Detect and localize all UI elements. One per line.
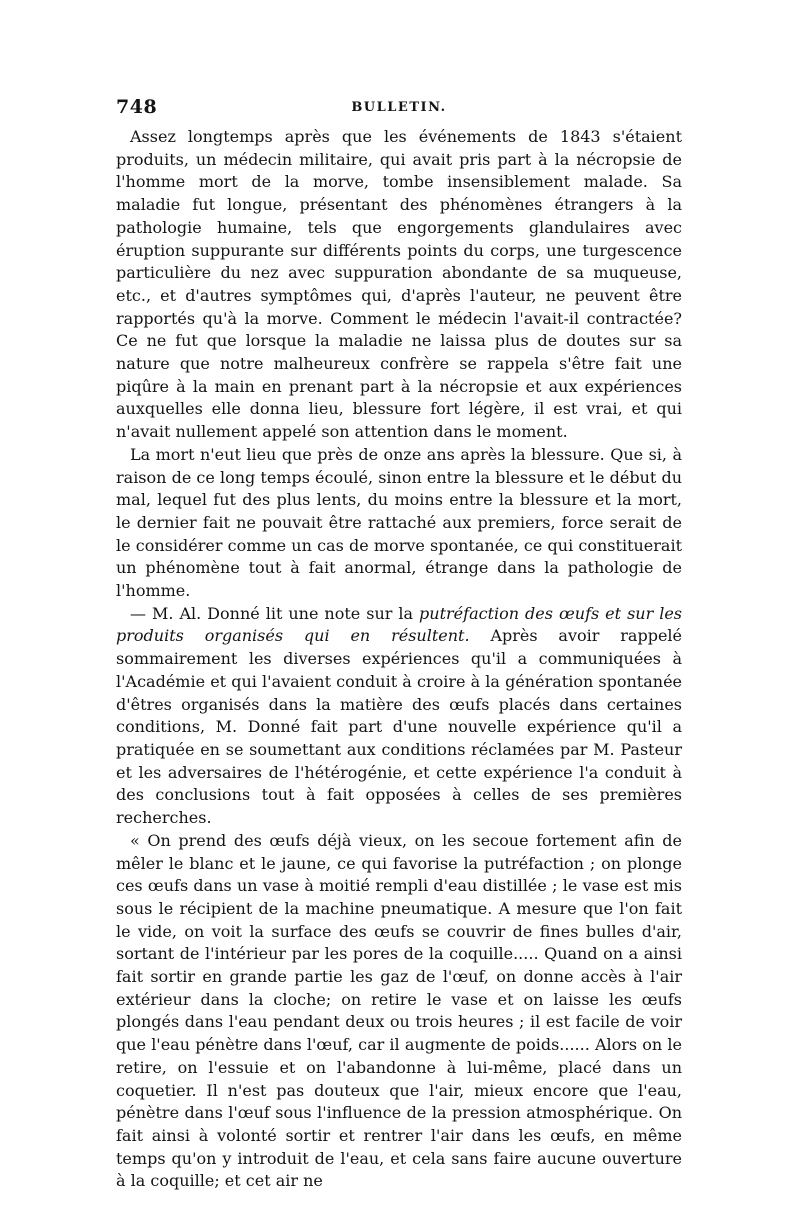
page-header [116,96,682,126]
paragraph: Assez longtemps après que les événements de 1843 s'étaient produits, un médecin militaire, qui avait pris part à la nécropsie de l'homme mort de la morve, tombe insensiblement malade. Sa maladie fut longue, présentant des phénomènes étrangers à la pathologie humaine, tels que engorgements glandulaires avec éruption suppurante sur différents points du corps, une turgescence particulière du nez avec suppuration abondante de sa muqueuse, etc., et d'autres symptômes qui, d'après l'auteur, ne peuvent être rapportés qu'à la morve. Comment le médecin l'avait-il contractée? Ce ne fut que lorsque la maladie ne laissa plus de doutes sur sa nature que notre malheureux confrère se rappela s'être fait une piqûre à la main en prenant part à la nécropsie et aux expériences auxquelles elle donna lieu, blessure fort légère, il est vrai, et qui n'avait nullement appelé son attention dans le moment. [116,127,682,442]
paragraph-lead: — M. Al. Donné lit une note sur la [130,603,420,623]
running-title: BULLETIN. [351,100,447,115]
paper-title-italic: putréfaction des œufs et sur les produits organisés qui en résultent. [116,603,683,646]
paragraph-rest: Après avoir rappelé sommairement les diverses expériences qu'il a communiquées à l'Académie et qui l'avaient conduit à croire à la génération spontanée d'êtres organisés dans la matière des œufs placés dans certaines conditions, M. Donné fait part d'une nouvelle expérience qu'il a pratiquée en se soumettant aux conditions réclamées par M. Pasteur et les adversaires de l'hétérogénie, et cette expérience l'a conduit à des conclusions tout à fait opposées à celles de ses premières recherches. [116,626,683,828]
body-text [116,126,682,1193]
paragraph [116,603,682,830]
paragraph: « On prend des œufs déjà vieux, on les secoue fortement afin de mêler le blanc et le jaune, ce qui favorise la putréfaction ; on plonge ces œufs dans un vase à moitié rempli d'eau distillée ; le vase est mis sous le récipient de la machine pneumatique. A mesure que l'on fait le vide, on voit la surface des œufs se couvrir de fines bulles d'air, sortant de l'intérieur par les pores de la coquille..... Quand on a ainsi fait sortir en grande partie les gaz de l'œuf, on donne accès à l'air extérieur dans la cloche; on retire le vase et on laisse les œufs plongés dans l'eau pendant deux ou trois heures ; il est facile de voir que l'eau pénètre dans l'œuf, car il augmente de poids...... Alors on le retire, on l'essuie et on l'abandonne à lui-même, placé dans un coquetier. Il n'est pas douteux que l'air, mieux encore que l'eau, pénètre dans l'œuf sous l'influence de la pression atmosphérique. On fait ainsi à volonté sortir et rentrer l'air dans les œufs, en même temps qu'on y introduit de l'eau, et cela sans faire aucune ouverture à la coquille; et cet air ne [116,830,682,1191]
book-page [116,96,682,1193]
page-number: 748 [116,96,158,118]
paragraph: La mort n'eut lieu que près de onze ans après la blessure. Que si, à raison de ce long temps écoulé, sinon entre la blessure et le début du mal, lequel fut des plus lents, du moins entre la blessure et la mort, le dernier fait ne pouvait être rattaché aux premiers, force serait de le considérer comme un cas de morve spontanée, ce qui constituerait un phénomène tout à fait anormal, étrange dans la pathologie de l'homme. [116,444,682,601]
